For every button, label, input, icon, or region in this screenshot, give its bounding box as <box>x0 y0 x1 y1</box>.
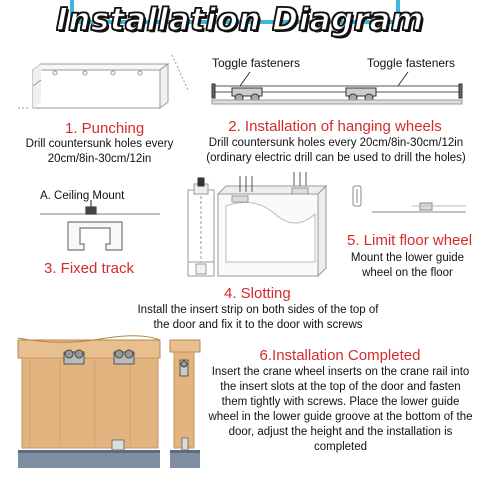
toggle-fasteners-label-left: Toggle fasteners <box>212 56 301 70</box>
slotting-illustration <box>188 172 326 276</box>
step-5-desc: Mount the lower guide wheel on the floor <box>350 252 465 279</box>
step-2-desc-line1: Drill countersunk holes every 20cm/8in-30cm/12in <box>208 137 464 149</box>
step-6-heading: 6.Installation Completed <box>259 347 421 364</box>
step-1-heading: 1. Punching <box>65 120 145 137</box>
ceiling-mount-track-illustration <box>40 200 160 250</box>
ceiling-mount-label: A. Ceiling Mount <box>40 190 125 202</box>
step-2-heading: 2. Installation of hanging wheels <box>228 118 442 135</box>
page-title: Installation Diagram <box>56 2 424 38</box>
hanging-wheels-illustration <box>212 72 462 104</box>
step-5-heading: 5. Limit floor wheel <box>347 232 473 249</box>
step-4-desc: Install the insert strip on both sides of the top of the door and fix it to the door with screws <box>137 304 379 331</box>
step-1-desc: Drill countersunk holes every 20cm/8in-30cm/12in <box>25 138 174 165</box>
toggle-fasteners-label-right: Toggle fasteners <box>367 56 456 70</box>
completed-door-illustration <box>18 336 200 468</box>
step-4-heading: 4. Slotting <box>224 285 291 302</box>
step-2-desc-line2: (ordinary electric drill can be used to drill the holes) <box>206 152 466 164</box>
step-3-heading: 3. Fixed track <box>44 260 135 277</box>
punching-beam-illustration <box>18 55 188 108</box>
limit-wheel-illustration <box>353 186 466 212</box>
step-6-desc: Insert the crane wheel inserts on the crane rail into the insert slots at the top of the door and fasten them tightly with screws. Place the lower guide wheel in the lower guide groove at the bottom of the door, adjust the height and the installation is completed <box>208 366 473 453</box>
